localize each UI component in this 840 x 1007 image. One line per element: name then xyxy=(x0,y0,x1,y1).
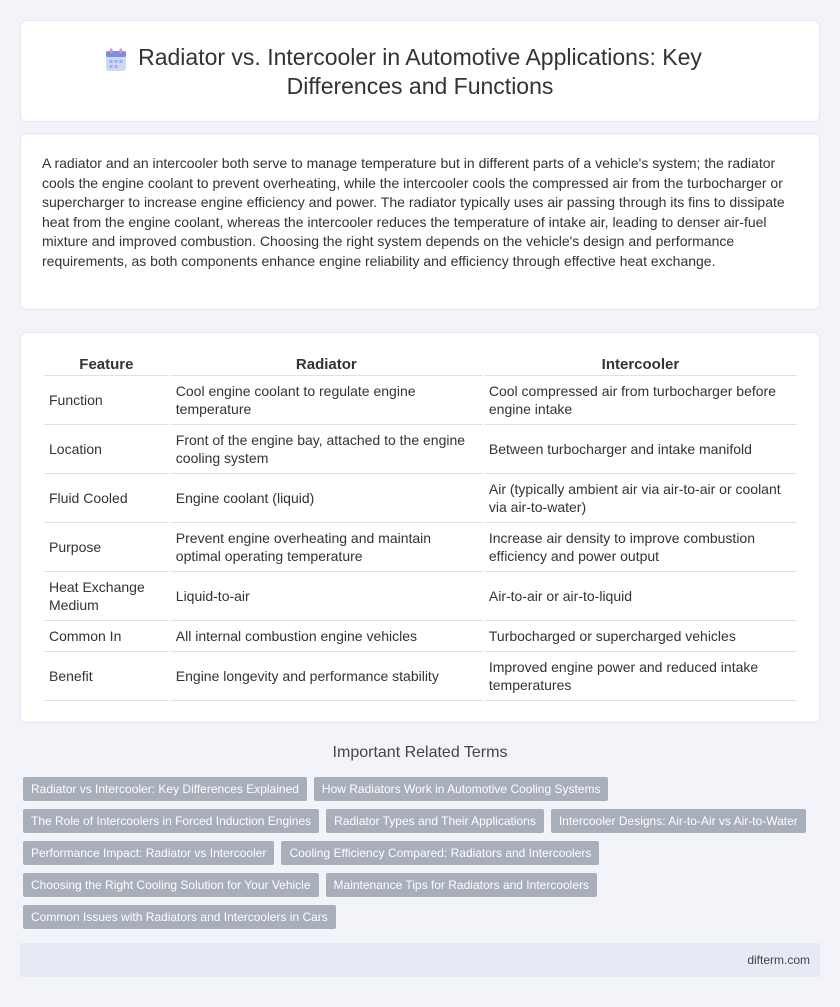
table-row xyxy=(44,425,797,474)
table-row xyxy=(44,474,797,523)
table-row xyxy=(44,376,797,425)
table-header-row xyxy=(44,351,797,376)
table-row xyxy=(44,523,797,572)
intercooler-cell: Air-to-air or air-to-liquid xyxy=(484,572,797,621)
related-tag[interactable]: Radiator vs Intercooler: Key Differences Explained xyxy=(23,777,307,801)
feature-cell: Location xyxy=(44,425,169,474)
header-intercooler: Intercooler xyxy=(484,351,797,376)
tag-row xyxy=(23,777,608,801)
related-terms-title: Important Related Terms xyxy=(332,744,508,761)
page-title: Radiator vs. Intercooler in Automotive Applications: Key Differences and Functions xyxy=(138,44,702,99)
related-tag[interactable]: Maintenance Tips for Radiators and Intercoolers xyxy=(326,873,597,897)
comparison-table xyxy=(42,351,799,701)
feature-cell: Common In xyxy=(44,621,169,652)
feature-cell: Heat Exchange Medium xyxy=(44,572,169,621)
intercooler-cell: Air (typically ambient air via air-to-air or coolant via air-to-water) xyxy=(484,474,797,523)
feature-cell: Function xyxy=(44,376,169,425)
related-tag[interactable]: Common Issues with Radiators and Intercoolers in Cars xyxy=(23,905,336,929)
tag-row xyxy=(23,873,597,897)
comparison-card xyxy=(20,332,820,723)
radiator-cell: Engine longevity and performance stability xyxy=(171,652,482,701)
feature-cell: Purpose xyxy=(44,523,169,572)
intercooler-cell: Improved engine power and reduced intake temperatures xyxy=(484,652,797,701)
radiator-cell: All internal combustion engine vehicles xyxy=(171,621,482,652)
radiator-cell: Liquid-to-air xyxy=(171,572,482,621)
intercooler-cell: Between turbocharger and intake manifold xyxy=(484,425,797,474)
header-radiator: Radiator xyxy=(171,351,482,376)
table-row xyxy=(44,572,797,621)
intro-paragraph: A radiator and an intercooler both serve to manage temperature but in different parts of a vehicle's system; the radiator cools the engine coolant to prevent overheating, while the intercooler cools the compressed air from the turbocharger or supercharger to increase engine efficiency and power. The radiator typically uses air passing through its fins to dissipate heat from the engine coolant, whereas the intercooler reduces the temperature of intake air, leading to denser air-fuel mixture and improved combustion. Choosing the right system depends on the vehicle's design and performance requirements, as both components enhance engine reliability and efficiency through effective heat exchange. xyxy=(42,155,785,269)
related-tag[interactable]: The Role of Intercoolers in Forced Induction Engines xyxy=(23,809,319,833)
related-tag[interactable]: Cooling Efficiency Compared: Radiators and Intercoolers xyxy=(281,841,599,865)
footer-site-link[interactable]: difterm.com xyxy=(747,953,810,967)
header-card xyxy=(20,20,820,122)
radiator-cell: Front of the engine bay, attached to the engine cooling system xyxy=(171,425,482,474)
intercooler-cell: Cool compressed air from turbocharger before engine intake xyxy=(484,376,797,425)
intercooler-cell: Turbocharged or supercharged vehicles xyxy=(484,621,797,652)
related-tag[interactable]: Choosing the Right Cooling Solution for Your Vehicle xyxy=(23,873,319,897)
radiator-cell: Prevent engine overheating and maintain optimal operating temperature xyxy=(171,523,482,572)
related-tag[interactable]: How Radiators Work in Automotive Cooling Systems xyxy=(314,777,609,801)
related-tag[interactable]: Performance Impact: Radiator vs Intercooler xyxy=(23,841,274,865)
radiator-cell: Engine coolant (liquid) xyxy=(171,474,482,523)
table-row xyxy=(44,652,797,701)
related-tag[interactable]: Intercooler Designs: Air-to-Air vs Air-to-Water xyxy=(551,809,806,833)
tag-row xyxy=(23,841,599,865)
header-feature: Feature xyxy=(44,351,169,376)
radiator-cell: Cool engine coolant to regulate engine temperature xyxy=(171,376,482,425)
intercooler-cell: Increase air density to improve combustion efficiency and power output xyxy=(484,523,797,572)
footer xyxy=(20,943,820,977)
tag-row xyxy=(23,905,336,929)
related-tag[interactable]: Radiator Types and Their Applications xyxy=(326,809,544,833)
feature-cell: Benefit xyxy=(44,652,169,701)
intro-card xyxy=(20,133,820,310)
tag-row xyxy=(23,809,806,833)
table-row xyxy=(44,621,797,652)
feature-cell: Fluid Cooled xyxy=(44,474,169,523)
